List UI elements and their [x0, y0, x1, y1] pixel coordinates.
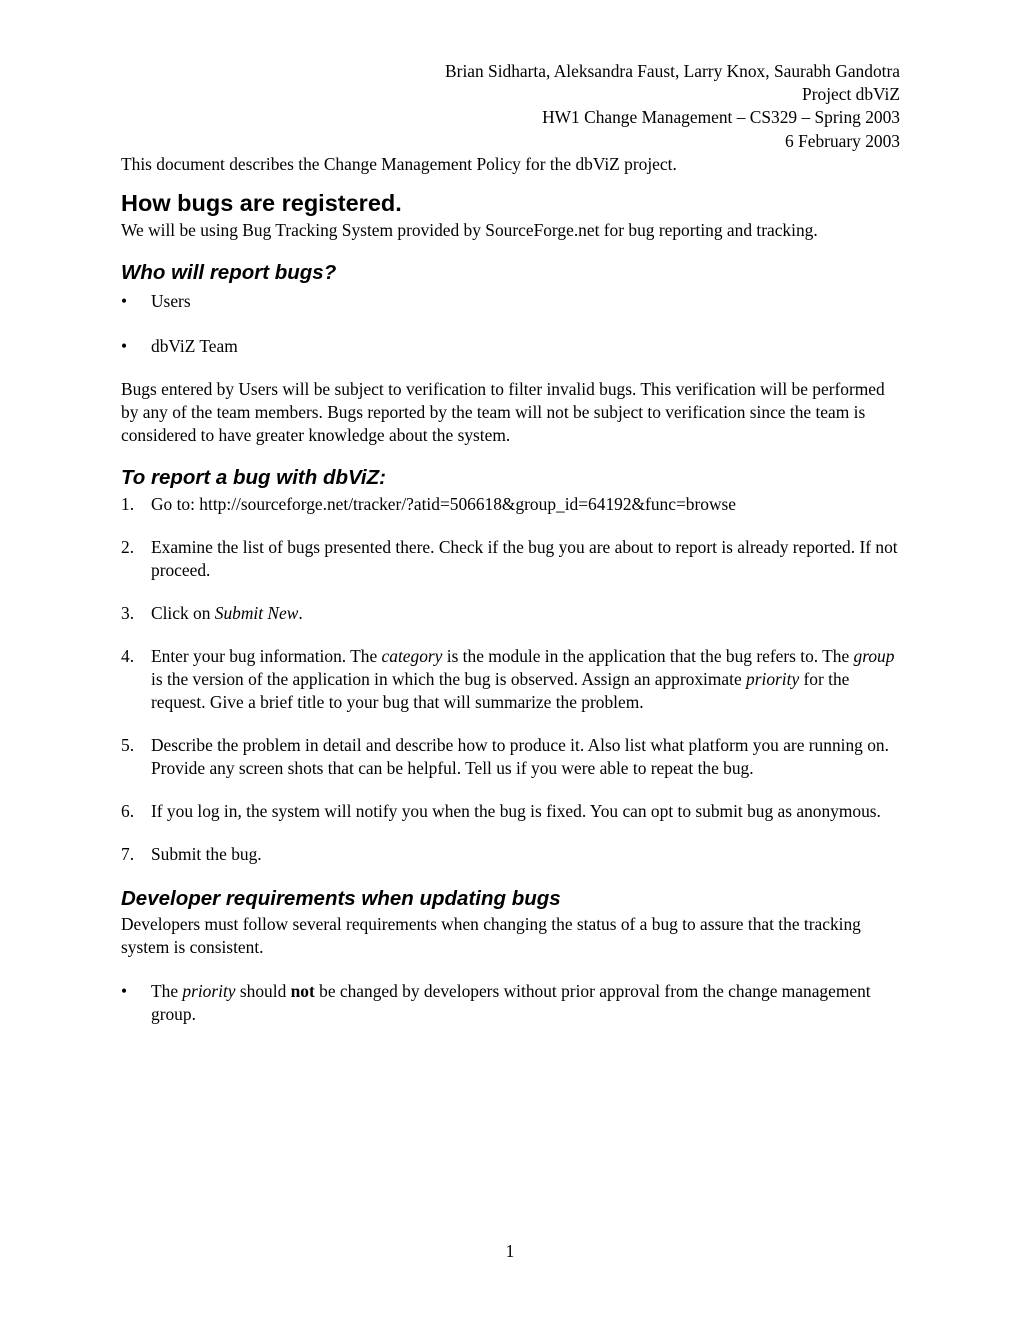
- list-item: [121, 980, 900, 1026]
- list-item: [121, 734, 900, 780]
- bullet-icon: •: [121, 335, 128, 356]
- list-item-text-part: be changed by developers without prior approval from the change management group.: [151, 980, 871, 1024]
- verification-paragraph: Bugs entered by Users will be subject to verification to filter invalid bugs. This verification will be performed by any of the team members. Bugs reported by the team will not be subject to verification since the team is considered to have greater knowledge about the system.: [121, 378, 885, 445]
- step-text-part: for the request. Give a brief title to your bug that will summarize the problem.: [151, 668, 850, 712]
- list-item-text: Users: [151, 290, 191, 311]
- step-number: 4.: [121, 645, 135, 666]
- step-text-part: is the module in the application that the bug refers to. The: [442, 645, 854, 666]
- authors-line: Brian Sidharta, Aleksandra Faust, Larry Knox, Saurabh Gandotra: [445, 61, 900, 81]
- step-text: If you log in, the system will notify you when the bug is fixed. You can opt to submit bug as anonymous.: [151, 800, 881, 821]
- course-line: HW1 Change Management – CS329 – Spring 2003: [542, 107, 900, 128]
- list-item: [121, 536, 900, 582]
- step-text-part: .: [298, 602, 303, 623]
- bullet-icon: •: [121, 980, 128, 1001]
- step-text-emphasis: group: [853, 645, 895, 666]
- step-number: 1.: [121, 493, 135, 514]
- date-line: 6 February 2003: [785, 130, 900, 151]
- list-item-text-part: The: [151, 980, 183, 1001]
- list-item: [121, 602, 900, 625]
- document-header: [121, 60, 900, 153]
- project-line: Project dbViZ: [802, 84, 900, 105]
- list-item-text: dbViZ Team: [151, 335, 238, 356]
- step-text-part: Enter your bug information. The: [151, 645, 382, 666]
- list-item-text-part: should: [235, 980, 291, 1001]
- list-item: [121, 493, 900, 516]
- list-item: [121, 335, 900, 358]
- list-item-emphasis: priority: [182, 980, 236, 1001]
- bullet-icon: •: [121, 290, 128, 311]
- section-heading-who-reports: Who will report bugs?: [121, 260, 337, 284]
- step-text: Describe the problem in detail and describe how to produce it. Also list what platform you are running on. Provide any screen shots that can be helpful. Tell us if you were able to repeat the bug.: [151, 734, 889, 778]
- section-bugs-registered-body: We will be using Bug Tracking System provided by SourceForge.net for bug reporting and tracking.: [121, 219, 818, 240]
- list-item-strong: not: [290, 980, 315, 1001]
- developer-requirements-body: Developers must follow several requirements when changing the status of a bug to assure that the tracking system is consistent.: [121, 913, 861, 957]
- document-page: [121, 60, 900, 1026]
- step-number: 5.: [121, 734, 135, 755]
- step-text: Go to: http://sourceforge.net/tracker/?atid=506618&group_id=64192&func=browse: [151, 493, 736, 514]
- section-heading-bugs-registered: How bugs are registered.: [121, 189, 402, 216]
- step-number: 6.: [121, 800, 135, 821]
- section-heading-report-bug: To report a bug with dbViZ:: [121, 465, 386, 489]
- step-number: 2.: [121, 536, 135, 557]
- step-text-emphasis: priority: [746, 668, 800, 689]
- step-number: 3.: [121, 602, 135, 623]
- page-number: 1: [505, 1241, 515, 1261]
- list-item: [121, 645, 900, 714]
- list-item: [121, 290, 900, 313]
- step-text-emphasis: category: [381, 645, 443, 666]
- list-item: [121, 800, 900, 823]
- step-text: Submit the bug.: [151, 843, 262, 864]
- section-heading-developer-requirements: Developer requirements when updating bugs: [121, 886, 561, 910]
- intro-paragraph: This document describes the Change Management Policy for the dbViZ project.: [121, 153, 677, 174]
- step-number: 7.: [121, 843, 135, 864]
- step-text: Examine the list of bugs presented there. Check if the bug you are about to report is already reported. If not proceed.: [151, 536, 898, 580]
- step-text-emphasis: Submit New: [214, 602, 299, 623]
- list-item: [121, 843, 900, 866]
- step-text-part: Click on: [151, 602, 215, 623]
- step-text-part: is the version of the application in which the bug is observed. Assign an approximate: [151, 668, 747, 689]
